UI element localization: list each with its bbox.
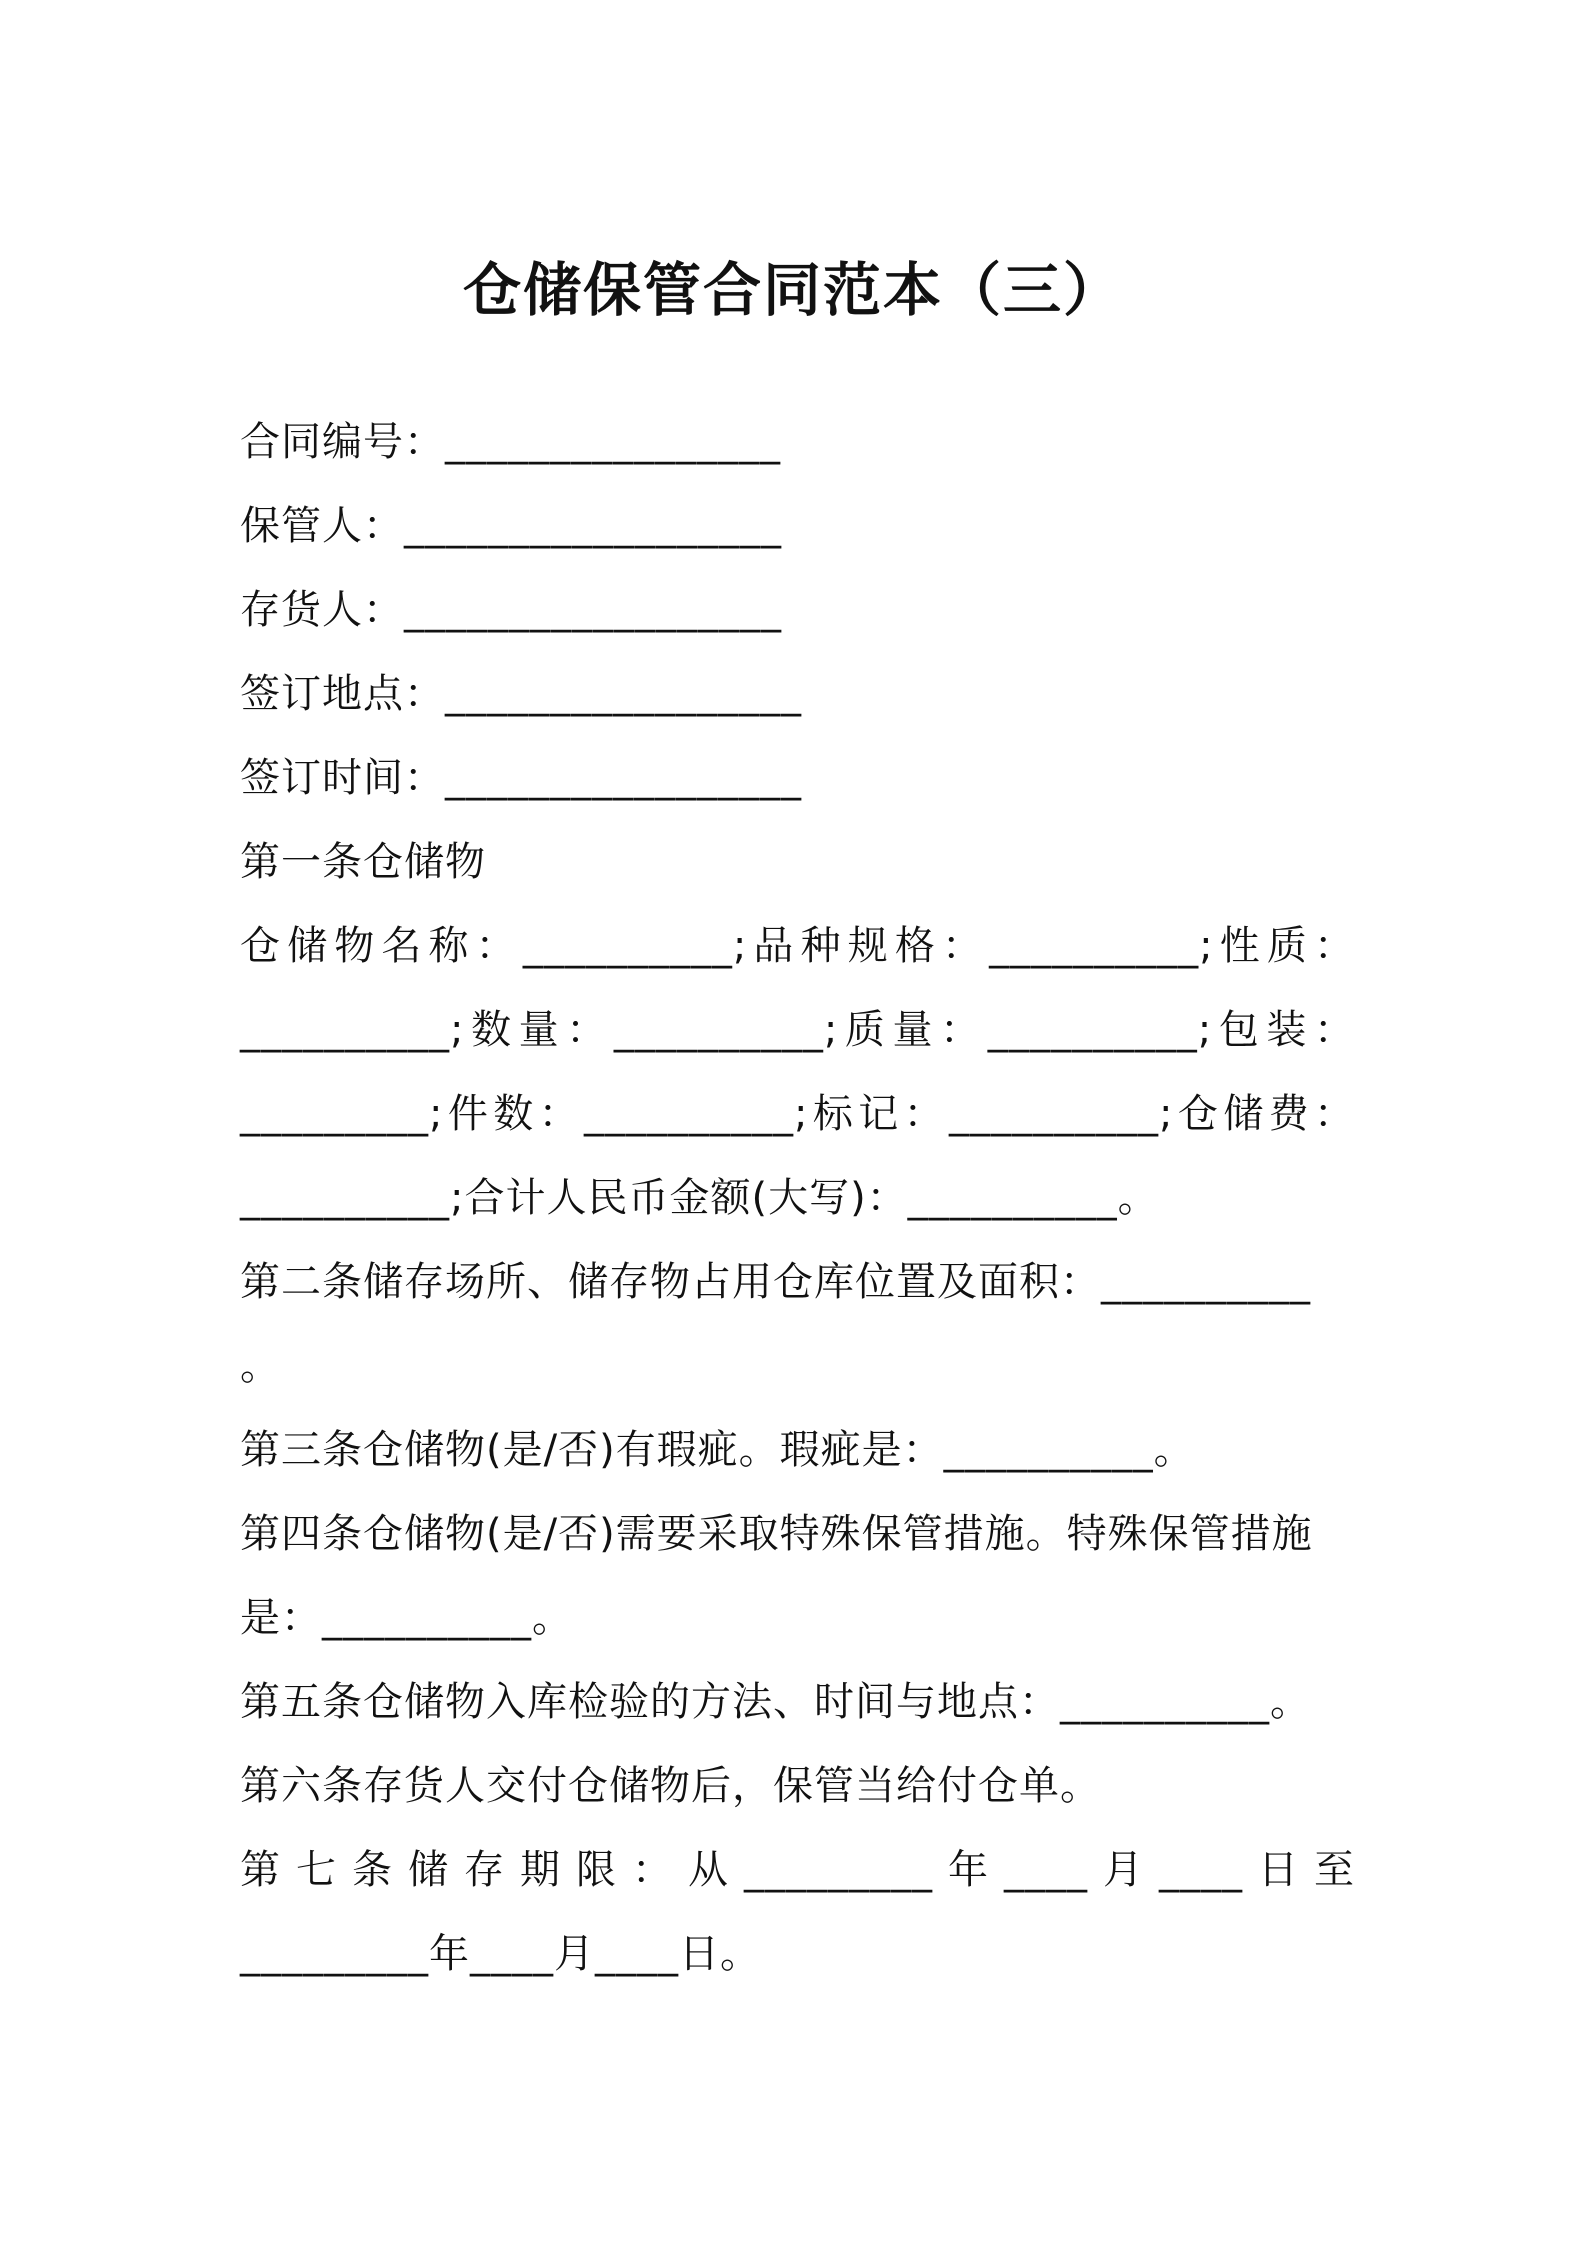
document-title: 仓储保管合同范本（三） (462, 256, 1123, 324)
article-2-line-1: 第二条储存场所、储存物占用仓库位置及面积：__________ (240, 1259, 1311, 1305)
article-7-line-2: _________年____月____日。 (240, 1931, 761, 1977)
article-1-heading: 第一条仓储物 (240, 839, 486, 885)
article-1-text-line-1: 仓储物名称：__________;品种规格：__________;性质： (240, 923, 1355, 969)
article-4-line-2: 是：__________。 (240, 1595, 573, 1641)
article-2-line-2: 。 (240, 1343, 281, 1389)
article-4-line-1: 第四条仓储物(是/否)需要采取特殊保管措施。特殊保管措施 (240, 1511, 1313, 1557)
signing-time-line: 签订时间：_________________ (240, 755, 802, 801)
contract-number-line: 合同编号：________________ (240, 419, 781, 465)
article-5-line: 第五条仓储物入库检验的方法、时间与地点：__________。 (240, 1679, 1311, 1725)
signing-place-line: 签订地点：_________________ (240, 671, 802, 717)
article-1-text-line-4: __________;合计人民币金额(大写)：__________。 (240, 1175, 1159, 1221)
depositor-line: 存货人：__________________ (240, 587, 782, 633)
custodian-line: 保管人：__________________ (240, 503, 782, 549)
article-1-text-line-2: __________;数量：__________;质量：__________;包装： (240, 1007, 1355, 1053)
article-7-line-1: 第七条储存期限：从_________年____月____日至 (240, 1847, 1355, 1893)
article-3-line: 第三条仓储物(是/否)有瑕疵。瑕疵是：__________。 (240, 1427, 1195, 1473)
article-6-line: 第六条存货人交付仓储物后，保管当给付仓单。 (240, 1763, 1101, 1809)
article-1-text-line-3: _________;件数：__________;标记：__________;仓储费： (240, 1091, 1355, 1137)
